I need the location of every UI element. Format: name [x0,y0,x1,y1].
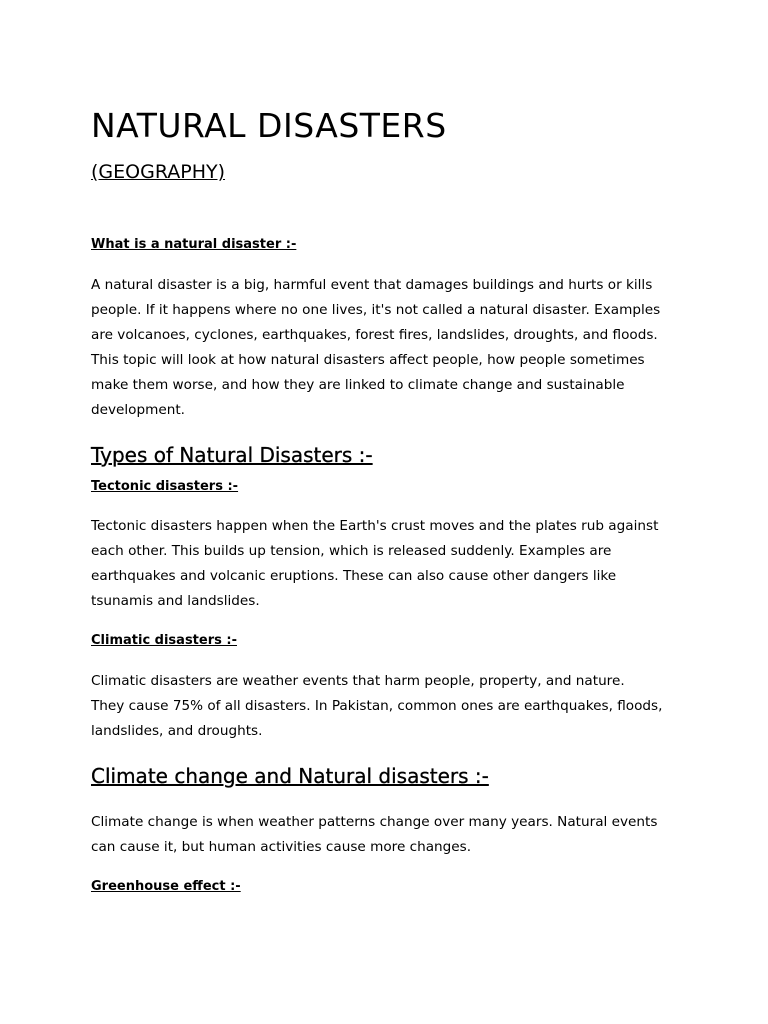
paragraph-line: Climate change is when weather patterns change over many years. Natural events [91,814,658,830]
paragraph-line: earthquakes and volcanic eruptions. These can also cause other dangers like [91,568,617,584]
heading-climate-change-and-natural-disasters: Climate change and Natural disasters :- [91,764,489,788]
paragraph-line: make them worse, and how they are linked to climate change and sustainable [91,377,625,393]
paragraph-line: landslides, and droughts. [91,723,263,739]
paragraph-line: Climatic disasters are weather events that harm people, property, and nature. [91,673,625,689]
document-title: NATURAL DISASTERS [91,106,447,145]
paragraph-tectonic-disasters [91,514,691,614]
paragraph-climatic-disasters [91,669,691,744]
heading-types-of-natural-disasters: Types of Natural Disasters :- [91,443,373,467]
paragraph-what-is-natural-disaster [91,273,691,423]
paragraph-line: They cause 75% of all disasters. In Pakistan, common ones are earthquakes, floods, [91,698,663,714]
paragraph-line: A natural disaster is a big, harmful event that damages buildings and hurts or kills [91,277,653,293]
paragraph-line: development. [91,402,185,418]
paragraph-line: each other. This builds up tension, which is released suddenly. Examples are [91,543,612,559]
heading-what-is-natural-disaster: What is a natural disaster :- [91,237,297,252]
paragraph-line: Tectonic disasters happen when the Earth's crust moves and the plates rub against [91,518,659,534]
paragraph-line: are volcanoes, cyclones, earthquakes, forest fires, landslides, droughts, and floods. [91,327,658,343]
paragraph-climate-change [91,810,691,860]
paragraph-line: can cause it, but human activities cause more changes. [91,839,472,855]
paragraph-line: tsunamis and landslides. [91,593,260,609]
heading-climatic-disasters: Climatic disasters :- [91,633,237,648]
heading-tectonic-disasters: Tectonic disasters :- [91,479,239,494]
heading-greenhouse-effect: Greenhouse effect :- [91,879,241,894]
paragraph-line: people. If it happens where no one lives, it's not called a natural disaster. Examples [91,302,661,318]
paragraph-line: This topic will look at how natural disasters affect people, how people sometimes [91,352,645,368]
document-subtitle: (GEOGRAPHY) [91,161,226,183]
